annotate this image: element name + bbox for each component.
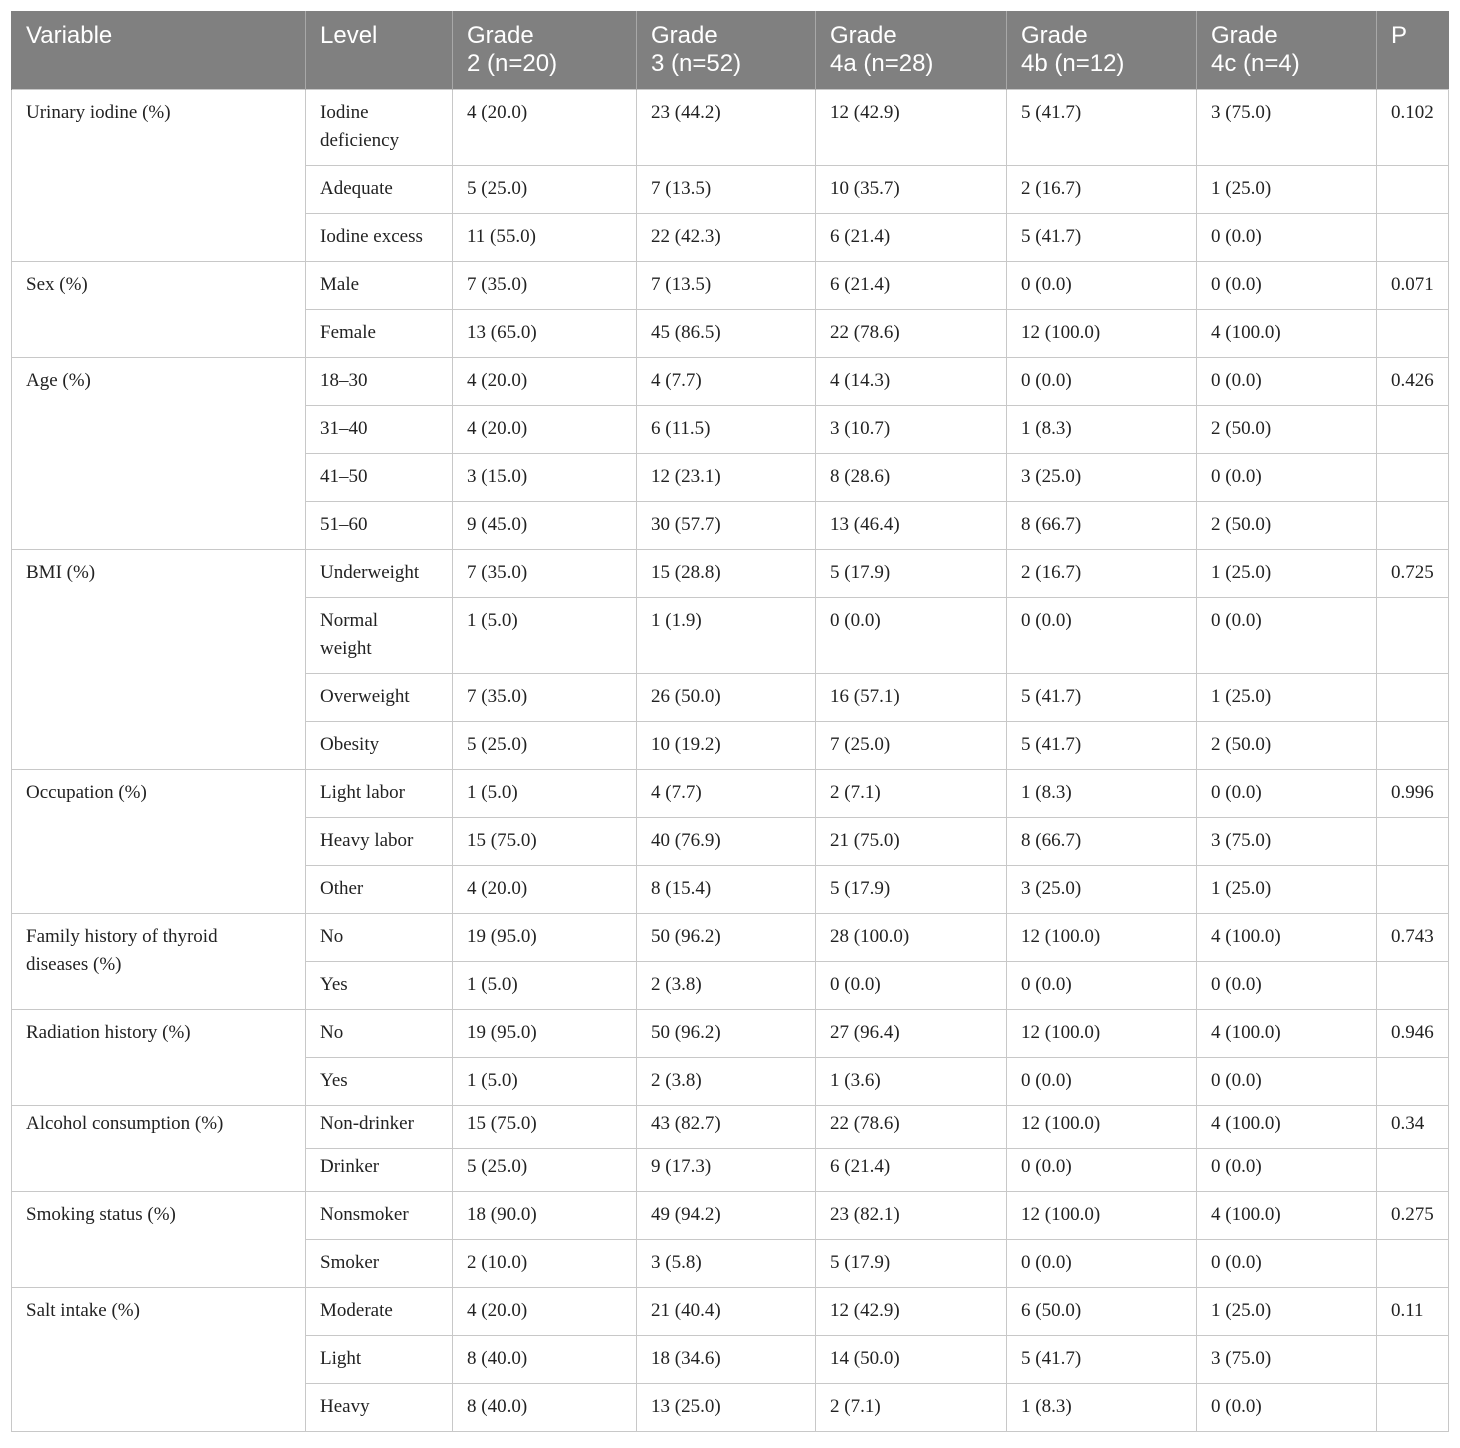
value-cell: 9 (17.3)	[637, 1149, 816, 1192]
value-cell: 4 (20.0)	[453, 358, 637, 406]
value-cell: 2 (7.1)	[816, 770, 1007, 818]
value-cell: 2 (3.8)	[637, 1058, 816, 1106]
value-cell: 18 (90.0)	[453, 1192, 637, 1240]
p-value-cell	[1377, 674, 1449, 722]
table-row	[12, 1288, 1449, 1336]
value-cell: 1 (25.0)	[1197, 674, 1377, 722]
p-value-cell	[1377, 818, 1449, 866]
level-cell: Female	[306, 310, 453, 358]
variable-cell: Salt intake (%)	[12, 1288, 306, 1432]
level-cell: 31–40	[306, 406, 453, 454]
value-cell: 12 (42.9)	[816, 1288, 1007, 1336]
value-cell: 0 (0.0)	[1007, 598, 1197, 674]
variable-cell: Radiation history (%)	[12, 1010, 306, 1106]
level-cell: 41–50	[306, 454, 453, 502]
value-cell: 2 (16.7)	[1007, 166, 1197, 214]
value-cell: 11 (55.0)	[453, 214, 637, 262]
value-cell: 45 (86.5)	[637, 310, 816, 358]
col-header-grade-4c	[1197, 11, 1377, 90]
value-cell: 12 (100.0)	[1007, 914, 1197, 962]
value-cell: 19 (95.0)	[453, 914, 637, 962]
value-cell: 13 (46.4)	[816, 502, 1007, 550]
p-value-cell	[1377, 1384, 1449, 1432]
value-cell: 3 (25.0)	[1007, 454, 1197, 502]
value-cell: 7 (35.0)	[453, 550, 637, 598]
value-cell: 0 (0.0)	[1197, 358, 1377, 406]
value-cell: 6 (21.4)	[816, 262, 1007, 310]
variable-cell: Alcohol consumption (%)	[12, 1106, 306, 1192]
variable-cell: Sex (%)	[12, 262, 306, 358]
value-cell: 2 (3.8)	[637, 962, 816, 1010]
value-cell: 0 (0.0)	[1007, 1149, 1197, 1192]
value-cell: 1 (25.0)	[1197, 166, 1377, 214]
table-row	[12, 90, 1449, 166]
value-cell: 1 (25.0)	[1197, 550, 1377, 598]
p-value-cell	[1377, 1149, 1449, 1192]
value-cell: 6 (11.5)	[637, 406, 816, 454]
value-cell: 0 (0.0)	[1007, 1058, 1197, 1106]
value-cell: 0 (0.0)	[1197, 1058, 1377, 1106]
header-text: Grade 4a (n=28)	[830, 22, 934, 77]
value-cell: 13 (25.0)	[637, 1384, 816, 1432]
value-cell: 21 (75.0)	[816, 818, 1007, 866]
p-value-cell: 0.071	[1377, 262, 1449, 310]
p-value-cell: 0.275	[1377, 1192, 1449, 1240]
value-cell: 21 (40.4)	[637, 1288, 816, 1336]
col-header-level	[306, 11, 453, 90]
header-text: Grade 3 (n=52)	[651, 22, 742, 77]
p-value-cell	[1377, 598, 1449, 674]
value-cell: 3 (75.0)	[1197, 1336, 1377, 1384]
variable-cell: Age (%)	[12, 358, 306, 550]
value-cell: 4 (20.0)	[453, 90, 637, 166]
value-cell: 6 (50.0)	[1007, 1288, 1197, 1336]
value-cell: 3 (75.0)	[1197, 818, 1377, 866]
value-cell: 7 (25.0)	[816, 722, 1007, 770]
value-cell: 2 (50.0)	[1197, 406, 1377, 454]
value-cell: 7 (13.5)	[637, 166, 816, 214]
col-header-variable	[12, 11, 306, 90]
value-cell: 5 (25.0)	[453, 1149, 637, 1192]
p-value-cell	[1377, 962, 1449, 1010]
p-value-cell	[1377, 502, 1449, 550]
col-header-grade-4b	[1007, 11, 1197, 90]
value-cell: 5 (41.7)	[1007, 674, 1197, 722]
value-cell: 0 (0.0)	[1197, 1240, 1377, 1288]
value-cell: 7 (35.0)	[453, 262, 637, 310]
header-text: Grade 2 (n=20)	[467, 22, 558, 77]
value-cell: 22 (42.3)	[637, 214, 816, 262]
value-cell: 6 (21.4)	[816, 1149, 1007, 1192]
value-cell: 5 (41.7)	[1007, 1336, 1197, 1384]
p-value-cell: 0.11	[1377, 1288, 1449, 1336]
table-row	[12, 914, 1449, 962]
header-text: P	[1391, 22, 1408, 49]
p-value-cell	[1377, 1058, 1449, 1106]
value-cell: 28 (100.0)	[816, 914, 1007, 962]
value-cell: 10 (35.7)	[816, 166, 1007, 214]
value-cell: 4 (14.3)	[816, 358, 1007, 406]
value-cell: 3 (5.8)	[637, 1240, 816, 1288]
p-value-cell	[1377, 310, 1449, 358]
p-value-cell	[1377, 1240, 1449, 1288]
level-cell: No	[306, 1010, 453, 1058]
table-row	[12, 770, 1449, 818]
value-cell: 0 (0.0)	[1197, 770, 1377, 818]
value-cell: 4 (7.7)	[637, 770, 816, 818]
value-cell: 4 (100.0)	[1197, 310, 1377, 358]
value-cell: 43 (82.7)	[637, 1106, 816, 1149]
level-cell: No	[306, 914, 453, 962]
value-cell: 8 (40.0)	[453, 1384, 637, 1432]
variable-cell: Family history of thyroid diseases (%)	[12, 914, 306, 1010]
variable-cell: Occupation (%)	[12, 770, 306, 914]
variable-cell: Smoking status (%)	[12, 1192, 306, 1288]
col-header-p	[1377, 11, 1449, 90]
value-cell: 7 (35.0)	[453, 674, 637, 722]
table-row	[12, 550, 1449, 598]
p-value-cell	[1377, 866, 1449, 914]
level-cell: Normal weight	[306, 598, 453, 674]
table-body	[12, 90, 1449, 1432]
value-cell: 3 (25.0)	[1007, 866, 1197, 914]
header-row	[12, 11, 1449, 90]
value-cell: 1 (25.0)	[1197, 1288, 1377, 1336]
value-cell: 4 (20.0)	[453, 1288, 637, 1336]
level-cell: Underweight	[306, 550, 453, 598]
p-value-cell: 0.34	[1377, 1106, 1449, 1149]
table-row	[12, 1010, 1449, 1058]
value-cell: 1 (5.0)	[453, 962, 637, 1010]
value-cell: 0 (0.0)	[1197, 454, 1377, 502]
value-cell: 0 (0.0)	[1197, 262, 1377, 310]
value-cell: 0 (0.0)	[816, 598, 1007, 674]
level-cell: Male	[306, 262, 453, 310]
value-cell: 23 (44.2)	[637, 90, 816, 166]
p-value-cell	[1377, 722, 1449, 770]
p-value-cell: 0.946	[1377, 1010, 1449, 1058]
value-cell: 12 (100.0)	[1007, 1192, 1197, 1240]
value-cell: 5 (17.9)	[816, 550, 1007, 598]
p-value-cell: 0.996	[1377, 770, 1449, 818]
p-value-cell	[1377, 1336, 1449, 1384]
level-cell: Nonsmoker	[306, 1192, 453, 1240]
level-cell: Overweight	[306, 674, 453, 722]
value-cell: 15 (75.0)	[453, 818, 637, 866]
data-table	[11, 11, 1449, 1432]
value-cell: 5 (41.7)	[1007, 722, 1197, 770]
value-cell: 5 (25.0)	[453, 722, 637, 770]
value-cell: 6 (21.4)	[816, 214, 1007, 262]
value-cell: 12 (100.0)	[1007, 1106, 1197, 1149]
p-value-cell	[1377, 454, 1449, 502]
value-cell: 12 (42.9)	[816, 90, 1007, 166]
value-cell: 8 (66.7)	[1007, 502, 1197, 550]
value-cell: 3 (75.0)	[1197, 90, 1377, 166]
value-cell: 5 (17.9)	[816, 866, 1007, 914]
table-row	[12, 358, 1449, 406]
value-cell: 49 (94.2)	[637, 1192, 816, 1240]
col-header-grade-4a	[816, 11, 1007, 90]
value-cell: 9 (45.0)	[453, 502, 637, 550]
variable-cell: BMI (%)	[12, 550, 306, 770]
table-row	[12, 1106, 1449, 1149]
p-value-cell: 0.102	[1377, 90, 1449, 166]
value-cell: 22 (78.6)	[816, 310, 1007, 358]
value-cell: 1 (3.6)	[816, 1058, 1007, 1106]
level-cell: Non-drinker	[306, 1106, 453, 1149]
value-cell: 27 (96.4)	[816, 1010, 1007, 1058]
value-cell: 0 (0.0)	[1007, 262, 1197, 310]
value-cell: 1 (25.0)	[1197, 866, 1377, 914]
table-row	[12, 1192, 1449, 1240]
value-cell: 2 (7.1)	[816, 1384, 1007, 1432]
value-cell: 1 (5.0)	[453, 770, 637, 818]
header-text: Level	[320, 22, 378, 49]
value-cell: 5 (41.7)	[1007, 90, 1197, 166]
value-cell: 5 (17.9)	[816, 1240, 1007, 1288]
value-cell: 26 (50.0)	[637, 674, 816, 722]
p-value-cell: 0.743	[1377, 914, 1449, 962]
value-cell: 4 (100.0)	[1197, 914, 1377, 962]
level-cell: Light labor	[306, 770, 453, 818]
value-cell: 1 (5.0)	[453, 1058, 637, 1106]
value-cell: 2 (50.0)	[1197, 722, 1377, 770]
value-cell: 5 (41.7)	[1007, 214, 1197, 262]
level-cell: Adequate	[306, 166, 453, 214]
value-cell: 1 (8.3)	[1007, 770, 1197, 818]
value-cell: 50 (96.2)	[637, 914, 816, 962]
value-cell: 8 (15.4)	[637, 866, 816, 914]
col-header-grade-3	[637, 11, 816, 90]
header-text: Grade 4c (n=4)	[1211, 22, 1300, 77]
level-cell: Heavy	[306, 1384, 453, 1432]
value-cell: 12 (23.1)	[637, 454, 816, 502]
value-cell: 4 (7.7)	[637, 358, 816, 406]
p-value-cell	[1377, 166, 1449, 214]
value-cell: 1 (5.0)	[453, 598, 637, 674]
level-cell: Smoker	[306, 1240, 453, 1288]
level-cell: Iodine excess	[306, 214, 453, 262]
level-cell: Drinker	[306, 1149, 453, 1192]
table-row	[12, 262, 1449, 310]
value-cell: 0 (0.0)	[816, 962, 1007, 1010]
value-cell: 2 (50.0)	[1197, 502, 1377, 550]
value-cell: 50 (96.2)	[637, 1010, 816, 1058]
value-cell: 4 (20.0)	[453, 866, 637, 914]
value-cell: 13 (65.0)	[453, 310, 637, 358]
variable-cell: Urinary iodine (%)	[12, 90, 306, 262]
value-cell: 15 (28.8)	[637, 550, 816, 598]
value-cell: 15 (75.0)	[453, 1106, 637, 1149]
value-cell: 2 (16.7)	[1007, 550, 1197, 598]
level-cell: Light	[306, 1336, 453, 1384]
header-text: Grade 4b (n=12)	[1021, 22, 1125, 77]
value-cell: 8 (66.7)	[1007, 818, 1197, 866]
value-cell: 4 (100.0)	[1197, 1010, 1377, 1058]
level-cell: Obesity	[306, 722, 453, 770]
p-value-cell: 0.725	[1377, 550, 1449, 598]
value-cell: 0 (0.0)	[1197, 962, 1377, 1010]
value-cell: 10 (19.2)	[637, 722, 816, 770]
value-cell: 4 (100.0)	[1197, 1192, 1377, 1240]
value-cell: 0 (0.0)	[1197, 1384, 1377, 1432]
value-cell: 12 (100.0)	[1007, 1010, 1197, 1058]
p-value-cell	[1377, 214, 1449, 262]
value-cell: 0 (0.0)	[1007, 358, 1197, 406]
value-cell: 3 (10.7)	[816, 406, 1007, 454]
level-cell: Moderate	[306, 1288, 453, 1336]
value-cell: 16 (57.1)	[816, 674, 1007, 722]
header-text: Variable	[26, 22, 113, 49]
level-cell: Iodine deficiency	[306, 90, 453, 166]
value-cell: 4 (20.0)	[453, 406, 637, 454]
value-cell: 0 (0.0)	[1197, 1149, 1377, 1192]
level-cell: 51–60	[306, 502, 453, 550]
value-cell: 40 (76.9)	[637, 818, 816, 866]
level-cell: Yes	[306, 962, 453, 1010]
value-cell: 0 (0.0)	[1197, 214, 1377, 262]
value-cell: 8 (40.0)	[453, 1336, 637, 1384]
value-cell: 1 (1.9)	[637, 598, 816, 674]
value-cell: 30 (57.7)	[637, 502, 816, 550]
value-cell: 7 (13.5)	[637, 262, 816, 310]
value-cell: 4 (100.0)	[1197, 1106, 1377, 1149]
value-cell: 19 (95.0)	[453, 1010, 637, 1058]
value-cell: 3 (15.0)	[453, 454, 637, 502]
value-cell: 23 (82.1)	[816, 1192, 1007, 1240]
value-cell: 0 (0.0)	[1197, 598, 1377, 674]
level-cell: Heavy labor	[306, 818, 453, 866]
value-cell: 0 (0.0)	[1007, 1240, 1197, 1288]
value-cell: 22 (78.6)	[816, 1106, 1007, 1149]
value-cell: 18 (34.6)	[637, 1336, 816, 1384]
value-cell: 1 (8.3)	[1007, 1384, 1197, 1432]
value-cell: 12 (100.0)	[1007, 310, 1197, 358]
value-cell: 2 (10.0)	[453, 1240, 637, 1288]
p-value-cell	[1377, 406, 1449, 454]
col-header-grade-2	[453, 11, 637, 90]
value-cell: 14 (50.0)	[816, 1336, 1007, 1384]
value-cell: 5 (25.0)	[453, 166, 637, 214]
value-cell: 1 (8.3)	[1007, 406, 1197, 454]
level-cell: Other	[306, 866, 453, 914]
level-cell: 18–30	[306, 358, 453, 406]
value-cell: 8 (28.6)	[816, 454, 1007, 502]
level-cell: Yes	[306, 1058, 453, 1106]
p-value-cell: 0.426	[1377, 358, 1449, 406]
value-cell: 0 (0.0)	[1007, 962, 1197, 1010]
